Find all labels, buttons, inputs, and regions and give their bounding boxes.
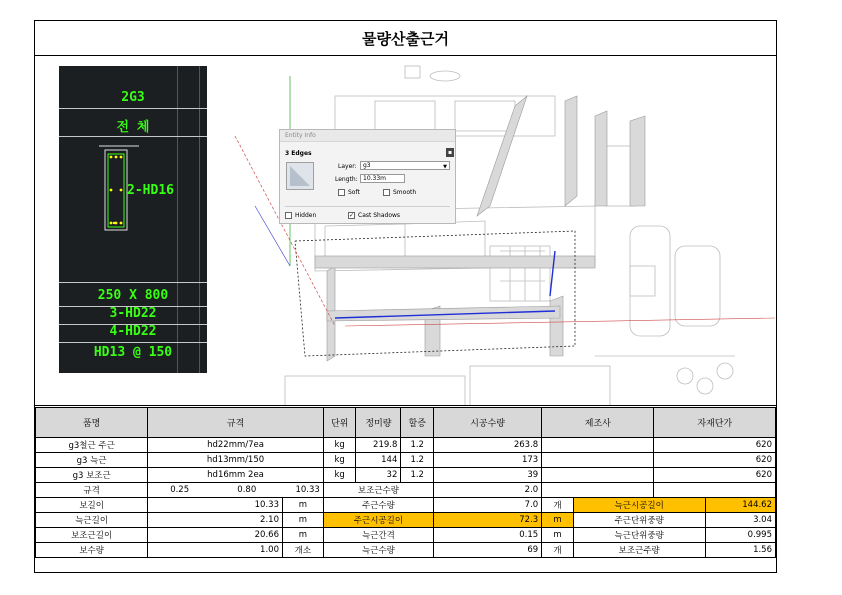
header-cell: 제조사	[542, 408, 654, 438]
quantity-sheet	[34, 20, 777, 573]
cell: 173	[434, 453, 542, 468]
cell: 늑근길이	[36, 513, 148, 528]
cell: 늑근수량	[323, 543, 433, 558]
table-row	[36, 438, 776, 453]
beam-size: 250 X 800	[97, 288, 169, 303]
cell: kg	[323, 468, 356, 483]
cell: 620	[654, 468, 776, 483]
cast-shadows-checkbox[interactable]: ✓	[349, 212, 355, 219]
side-bar-label: 2-HD16	[127, 183, 174, 198]
cell: 2.10	[148, 513, 283, 528]
cell: hd16mm 2ea	[148, 468, 324, 483]
cell: 보수량	[36, 543, 148, 558]
page-title: 물량산출근거	[35, 21, 776, 56]
cell: 10.33	[282, 483, 323, 498]
table-row	[36, 528, 776, 543]
edge-thumbnail-icon	[286, 162, 314, 190]
cell: 69	[434, 543, 542, 558]
header-cell: 단위	[323, 408, 356, 438]
layer-label: Layer:	[338, 163, 357, 170]
cell: hd13mm/150	[148, 453, 324, 468]
cell: g3 보조근	[36, 468, 148, 483]
cell: 620	[654, 438, 776, 453]
table-header	[36, 408, 776, 438]
cell: 7.0	[434, 498, 542, 513]
cell: 주근수량	[323, 498, 433, 513]
header-cell: 정미량	[356, 408, 401, 438]
cell: 늑근단위중량	[573, 528, 705, 543]
cell: g3 늑근	[36, 453, 148, 468]
3d-model-view[interactable]	[215, 56, 775, 406]
cell: 개	[542, 498, 574, 513]
length-field[interactable]: 10.33m	[360, 174, 405, 183]
header-cell: 시공수량	[434, 408, 542, 438]
hidden-checkbox[interactable]	[285, 212, 292, 219]
cell: 보조근주량	[573, 543, 705, 558]
cell	[542, 483, 654, 498]
cell: 보조근수량	[323, 483, 433, 498]
cell: kg	[323, 438, 356, 453]
cell: g3철근 주근	[36, 438, 148, 453]
layer-select[interactable]	[360, 161, 450, 170]
chevron-down-icon: ▼	[443, 164, 447, 170]
table-row	[36, 468, 776, 483]
pin-icon[interactable]: ▪	[447, 149, 453, 156]
quantity-table	[35, 407, 776, 558]
cell: 32	[356, 468, 401, 483]
cell: 263.8	[434, 438, 542, 453]
cell: 20.66	[148, 528, 283, 543]
cell: 주근시공길이	[323, 513, 433, 528]
entity-info-header: Entity Info	[280, 130, 455, 142]
cell: hd22mm/7ea	[148, 438, 324, 453]
cell	[542, 453, 654, 468]
header-cell: 할증	[401, 408, 434, 438]
cell: 개	[542, 543, 574, 558]
stirrup: HD13 @ 150	[93, 345, 173, 360]
cell: 0.15	[434, 528, 542, 543]
cell: 주근단위중량	[573, 513, 705, 528]
header-cell: 자재단가	[654, 408, 776, 438]
hidden-label: Hidden	[295, 212, 317, 219]
table-row	[36, 498, 776, 513]
cell: 39	[434, 468, 542, 483]
beam-section-panel	[59, 66, 207, 373]
table-row	[36, 483, 776, 498]
cell: 1.2	[401, 438, 434, 453]
table-row	[36, 453, 776, 468]
bottom-bar: 4-HD22	[109, 324, 157, 339]
beam-scope: 전 체	[116, 120, 150, 135]
drawing-area	[35, 56, 776, 406]
cell: 3.04	[705, 513, 776, 528]
cell: 144	[356, 453, 401, 468]
cell: m	[282, 528, 323, 543]
cell: 1.56	[705, 543, 776, 558]
cell: kg	[323, 453, 356, 468]
cell: 620	[654, 453, 776, 468]
cell: 1.2	[401, 453, 434, 468]
cell	[542, 468, 654, 483]
beam-name: 2G3	[121, 90, 145, 105]
soft-checkbox[interactable]	[338, 189, 345, 196]
cell: 0.25	[148, 483, 211, 498]
cell: m	[542, 528, 574, 543]
cell: 144.62	[705, 498, 776, 513]
cell: 보조근길이	[36, 528, 148, 543]
cell: m	[542, 513, 574, 528]
table-row	[36, 543, 776, 558]
cell: 2.0	[434, 483, 542, 498]
cell: 1.00	[148, 543, 283, 558]
smooth-label: Smooth	[393, 189, 417, 196]
cell: 규격	[36, 483, 148, 498]
header-cell: 규격	[148, 408, 324, 438]
length-label: Length:	[335, 176, 358, 183]
selection-label: 3 Edges	[285, 150, 312, 157]
cell: 219.8	[356, 438, 401, 453]
header-cell: 품명	[36, 408, 148, 438]
layer-value: g3	[363, 162, 371, 169]
smooth-checkbox[interactable]	[383, 189, 390, 196]
cell: 1.2	[401, 468, 434, 483]
table-row	[36, 513, 776, 528]
cast-shadows-label: Cast Shadows	[358, 212, 401, 219]
cell: 0.995	[705, 528, 776, 543]
cell: m	[282, 513, 323, 528]
soft-label: Soft	[348, 189, 360, 196]
cell: m	[282, 498, 323, 513]
cell	[542, 438, 654, 453]
cell: 개소	[282, 543, 323, 558]
cell: 보길이	[36, 498, 148, 513]
cell: 72.3	[434, 513, 542, 528]
top-bar: 3-HD22	[109, 306, 157, 321]
cell	[654, 483, 776, 498]
cell: 늑근간격	[323, 528, 433, 543]
cell: 10.33	[148, 498, 283, 513]
entity-info-dialog[interactable]	[279, 129, 456, 224]
cell: 0.80	[211, 483, 282, 498]
cell: 늑근시공길이	[573, 498, 705, 513]
